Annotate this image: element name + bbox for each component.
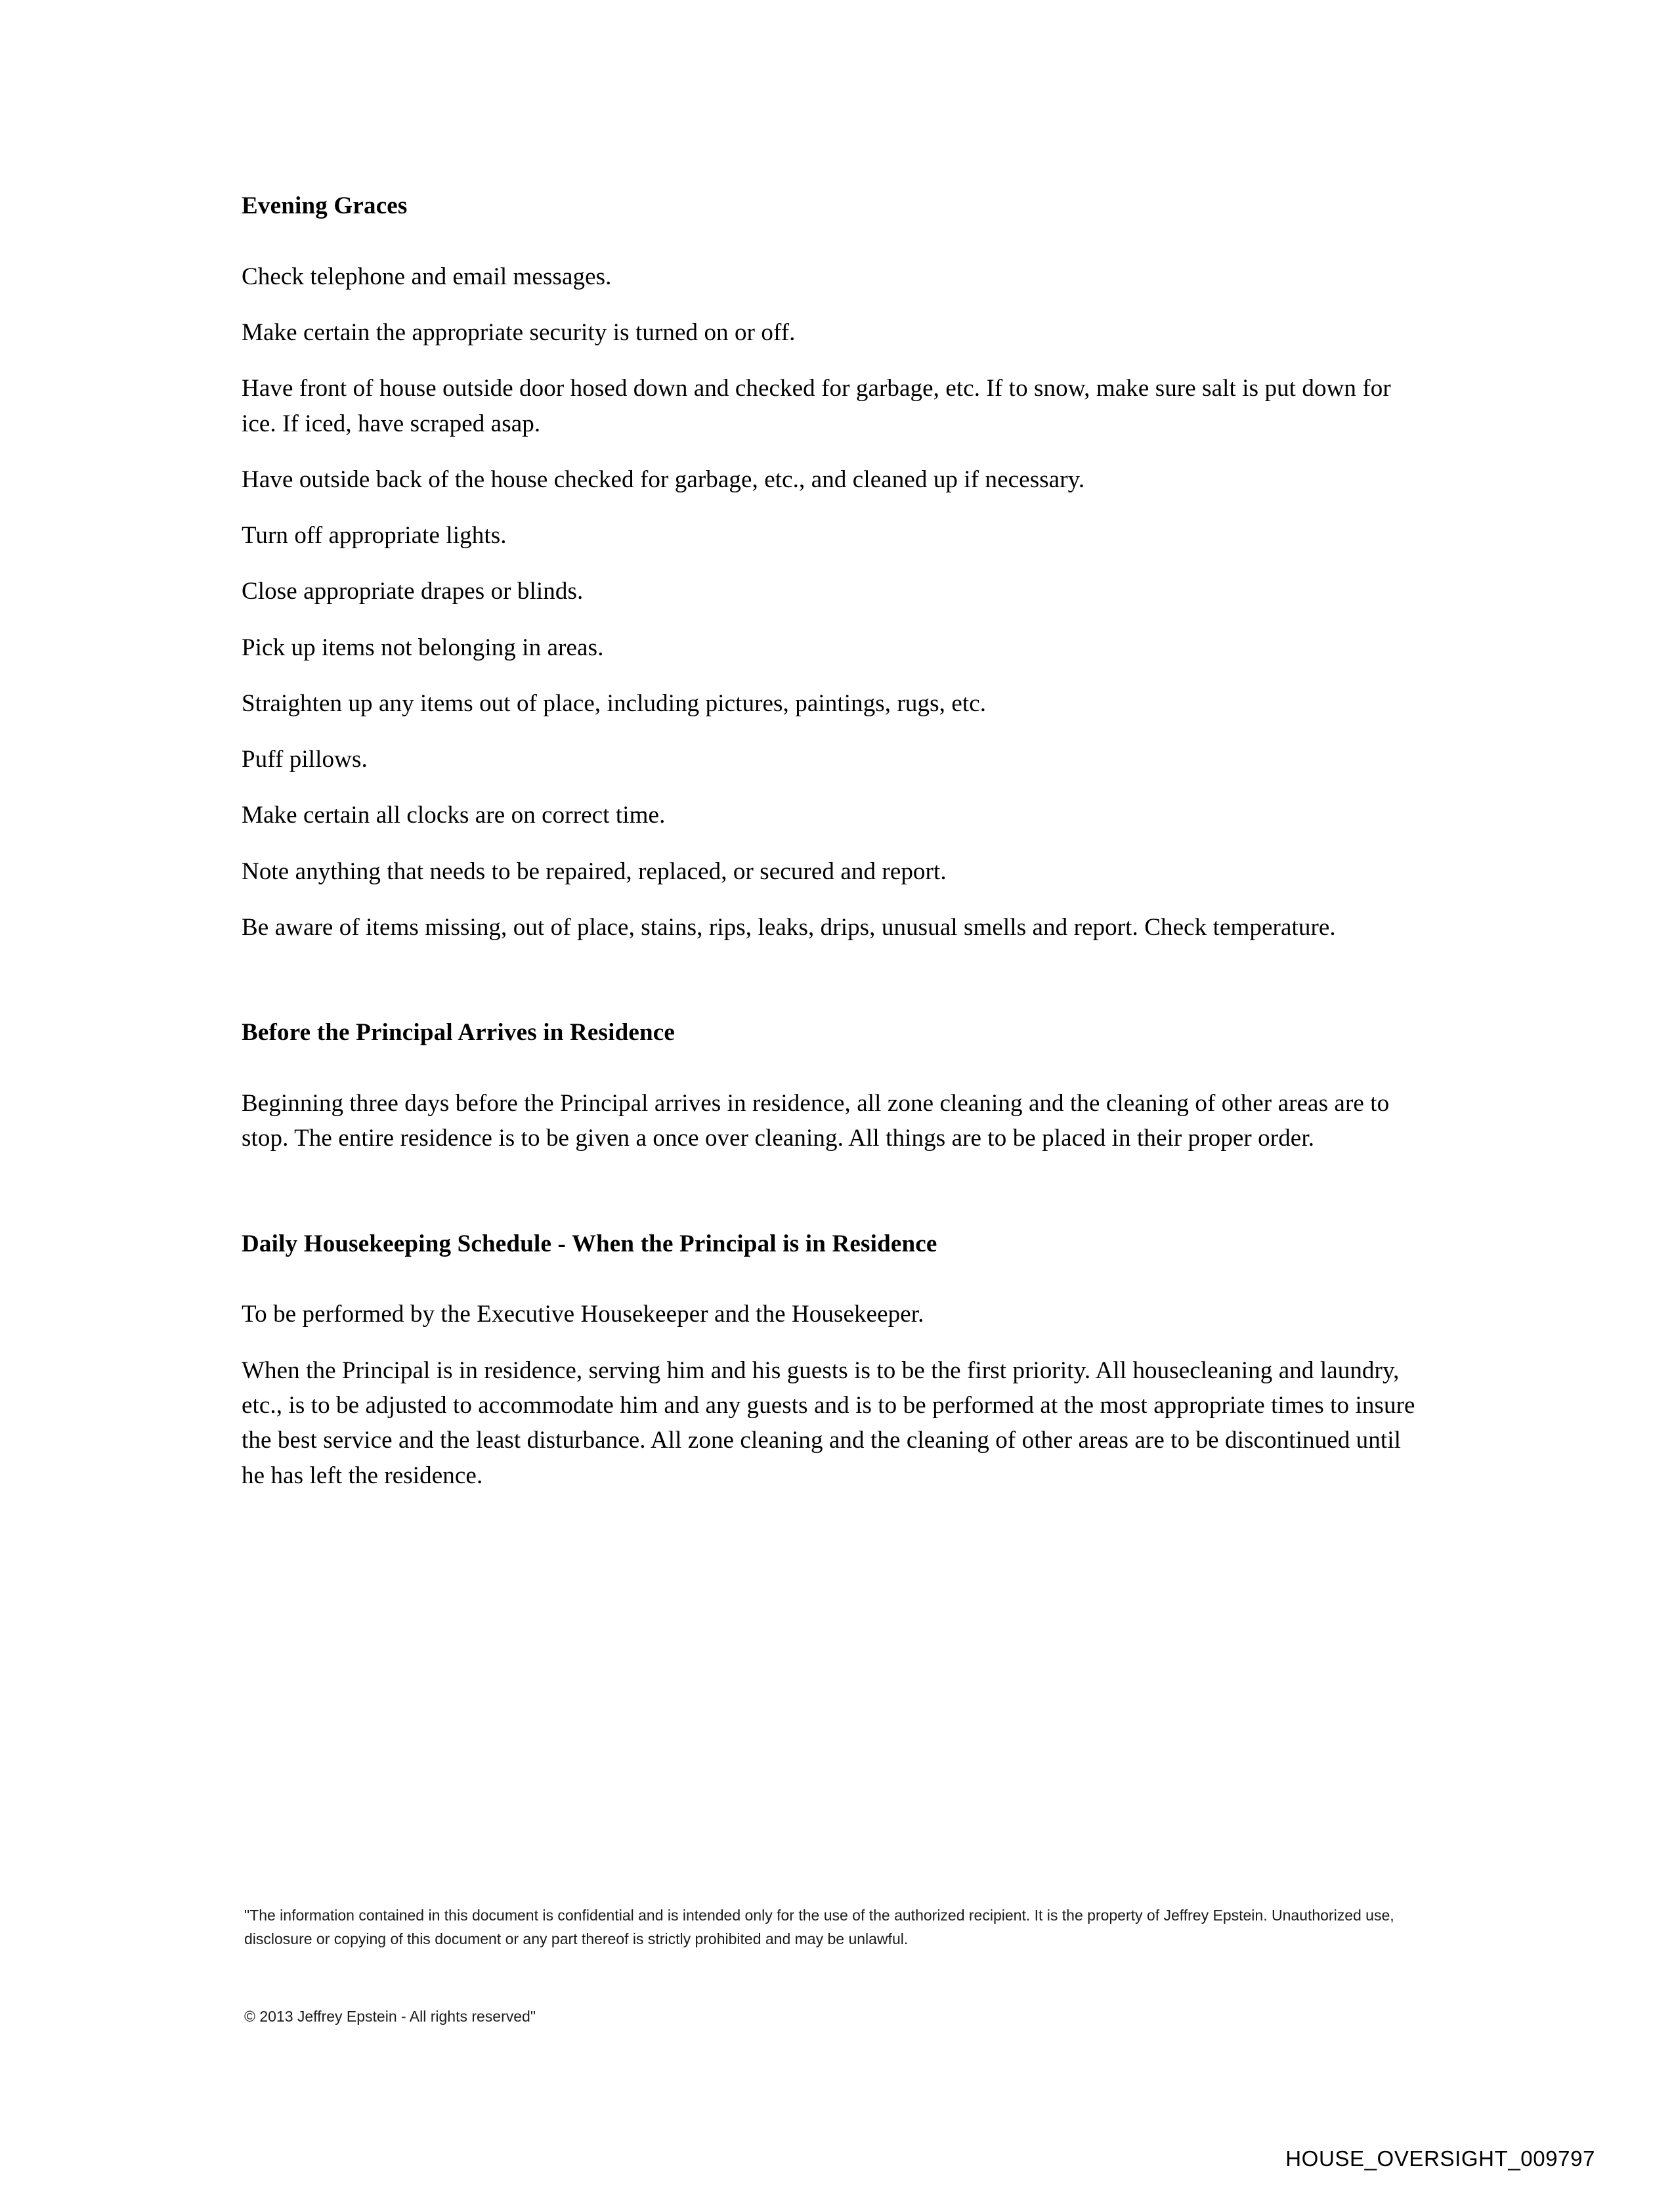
copyright-notice: © 2013 Jeffrey Epstein - All rights reserved": [244, 2008, 536, 2025]
paragraph: Beginning three days before the Principal arrives in residence, all zone cleaning and the cleaning of other areas are to stop. The entire residence is to be given a once over cleaning. All things are to be placed in their proper order.: [242, 1090, 1390, 1152]
paragraph: When the Principal is in residence, serving him and his guests is to be the first priority. All housecleaning and laundry, etc., is to be adjusted to accommodate him and any guests and is to be performed at the most appropriate times to insure the best service and the least disturbance. All zone cleaning and the cleaning of other areas are to be discontinued until he has left the residence.: [242, 1356, 1415, 1489]
paragraph: Make certain the appropriate security is turned on or off.: [242, 319, 796, 347]
section-heading-evening-graces: Evening Graces: [242, 192, 408, 219]
section-heading-before-principal-arrives: Before the Principal Arrives in Residence: [242, 1019, 676, 1047]
paragraph: Check telephone and email messages.: [242, 263, 612, 290]
paragraph: Close appropriate drapes or blinds.: [242, 578, 584, 605]
confidentiality-notice: "The information contained in this document is confidential and is intended only for the use of the authorized recipient. It is the property of Jeffrey Epstein. Unauthorized use, disclosure or copying of this document or any part thereof is strictly prohibited and may be unlawful.: [244, 1907, 1394, 1947]
document-body: [242, 190, 1430, 1493]
paragraph: Puff pillows.: [242, 746, 368, 773]
paragraph: Note anything that needs to be repaired, replaced, or secured and report.: [242, 857, 947, 885]
paragraph: Turn off appropriate lights.: [242, 522, 507, 550]
paragraph: Be aware of items missing, out of place, stains, rips, leaks, drips, unusual smells and report. Check temperature.: [242, 914, 1336, 942]
paragraph: To be performed by the Executive Housekeeper and the Housekeeper.: [242, 1301, 924, 1328]
paragraph: Have outside back of the house checked for garbage, etc., and cleaned up if necessary.: [242, 466, 1085, 493]
paragraph: Straighten up any items out of place, including pictures, paintings, rugs, etc.: [242, 689, 987, 717]
bates-number: HOUSE_OVERSIGHT_009797: [1285, 2146, 1595, 2171]
paragraph: Have front of house outside door hosed down and checked for garbage, etc. If to snow, make sure salt is put down for ice. If iced, have scraped asap.: [242, 375, 1391, 437]
section-heading-daily-housekeeping-schedule: Daily Housekeeping Schedule - When the Principal is in Residence: [242, 1230, 937, 1257]
paragraph: Make certain all clocks are on correct time.: [242, 802, 666, 829]
paragraph: Pick up items not belonging in areas.: [242, 634, 604, 661]
